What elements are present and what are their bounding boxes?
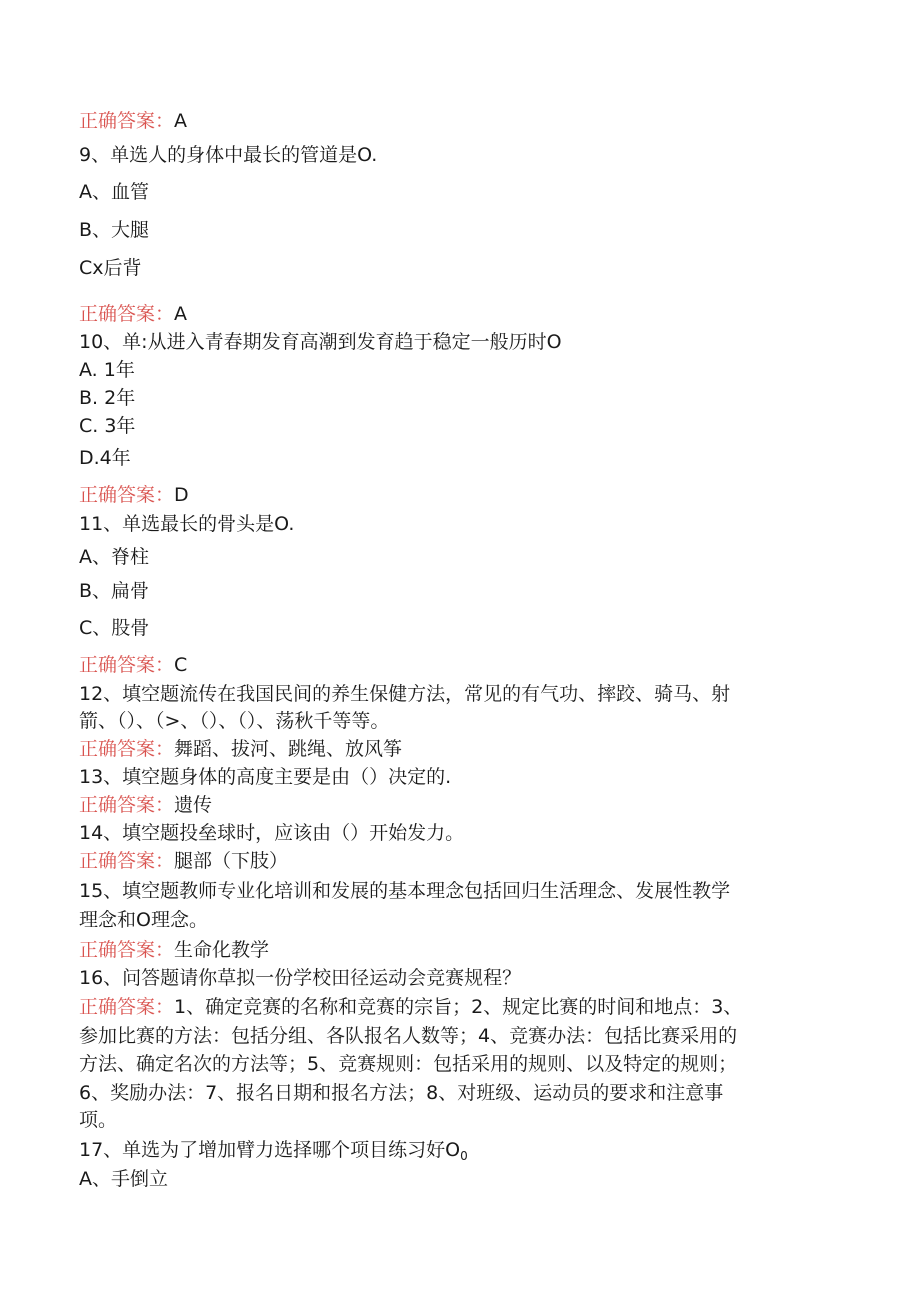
- option-item: A、血管: [79, 181, 149, 203]
- question-text: 14、填空题投垒球时，应该由（）开始发力。: [79, 822, 465, 844]
- option-item: C. 3年: [79, 415, 136, 437]
- answer-line: [79, 107, 187, 135]
- question-main-text: 17、单选为了增加臂力选择哪个项目练习好O: [79, 1139, 461, 1161]
- answer-line: [79, 936, 269, 964]
- option-item: Cx后背: [79, 257, 142, 279]
- answer-line: [79, 651, 187, 679]
- answer-line: [79, 993, 742, 1021]
- option-item: B、扁骨: [79, 580, 150, 602]
- answer-line: [79, 735, 402, 763]
- answer-text-continued: 项。: [79, 1109, 118, 1131]
- answer-value: C: [174, 654, 188, 676]
- answer-value: 遗传: [174, 794, 213, 816]
- answer-value: 生命化教学: [174, 939, 270, 961]
- answer-line: [79, 481, 189, 509]
- answer-line: [79, 791, 212, 819]
- question-text: 11、单选最长的骨头是O.: [79, 513, 295, 535]
- answer-label: 正确答案：: [79, 654, 175, 676]
- answer-value: A: [174, 110, 188, 132]
- answer-label: 正确答案：: [79, 939, 175, 961]
- answer-text-continued: 6、奖励办法：7、报名日期和报名方法；8、对班级、运动员的要求和注意事: [79, 1082, 724, 1104]
- question-text-continued: 箭、（）、（>、（）、（）、荡秋千等等。: [79, 710, 390, 732]
- answer-label: 正确答案：: [79, 484, 175, 506]
- answer-label: 正确答案：: [79, 303, 175, 325]
- answer-value: 舞蹈、拔河、跳绳、放风筝: [174, 738, 403, 760]
- question-text: 10、单:从进入青春期发育高潮到发育趋于稳定一般历时O: [79, 331, 562, 353]
- answer-label: 正确答案：: [79, 794, 175, 816]
- answer-text-continued: 方法、确定名次的方法等；5、竞赛规则：包括采用的规则、以及特定的规则；: [79, 1053, 738, 1075]
- question-text: 9、单选人的身体中最长的管道是O.: [79, 144, 378, 166]
- question-subscript: 0: [460, 1149, 468, 1163]
- answer-line: [79, 847, 288, 875]
- answer-value: 腿部（下肢）: [174, 850, 289, 872]
- question-text: 16、问答题请你草拟一份学校田径运动会竞赛规程？: [79, 967, 522, 989]
- answer-value: 1、确定竞赛的名称和竞赛的宗旨；2、规定比赛的时间和地点：3、: [174, 996, 743, 1018]
- option-item: A. 1年: [79, 359, 135, 381]
- answer-label: 正确答案：: [79, 738, 175, 760]
- answer-label: 正确答案：: [79, 850, 175, 872]
- option-item: B、大腿: [79, 219, 150, 241]
- answer-label: 正确答案：: [79, 110, 175, 132]
- answer-value: D: [174, 484, 189, 506]
- question-text: 12、填空题流传在我国民间的养生保健方法，常见的有气功、摔跤、骑马、射: [79, 683, 731, 705]
- answer-value: A: [174, 303, 188, 325]
- answer-line: [79, 300, 187, 328]
- answer-text-continued: 参加比赛的方法：包括分组、各队报名人数等；4、竞赛办法：包括比赛采用的: [79, 1025, 738, 1047]
- option-item: D.4年: [79, 447, 131, 469]
- question-text: 15、填空题教师专业化培训和发展的基本理念包括回归生活理念、发展性教学: [79, 880, 731, 902]
- option-item: B. 2年: [79, 387, 136, 409]
- option-item: A、脊柱: [79, 546, 149, 568]
- question-text: 13、填空题身体的高度主要是由（）决定的.: [79, 766, 452, 788]
- option-item: A、手倒立: [79, 1168, 168, 1190]
- option-item: C、股骨: [79, 617, 150, 639]
- question-text-continued: 理念和O理念。: [79, 909, 208, 931]
- answer-label: 正确答案：: [79, 996, 175, 1018]
